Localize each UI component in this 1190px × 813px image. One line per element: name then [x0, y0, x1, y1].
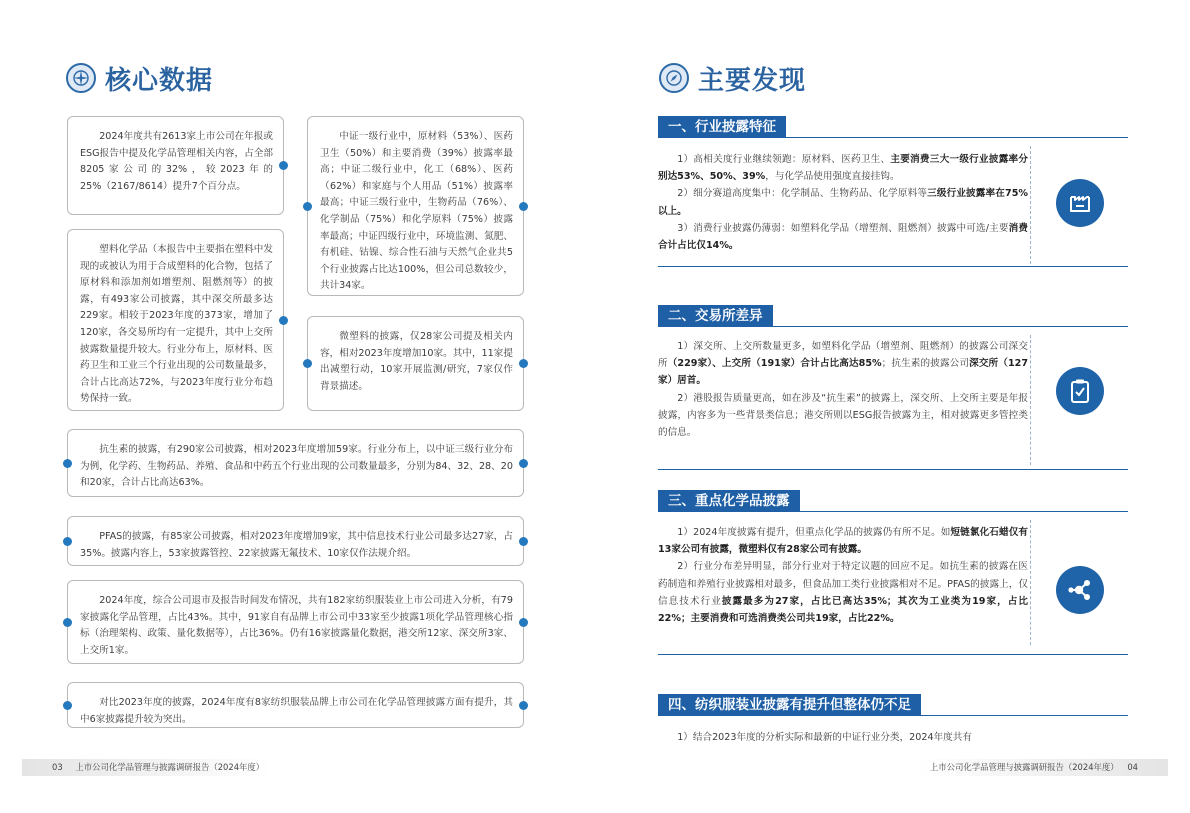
- data-box-1: [67, 116, 284, 215]
- connector-dot: [63, 618, 72, 627]
- connector-dot: [519, 202, 528, 211]
- section-paragraph: [658, 390, 1028, 442]
- connector-dot: [519, 537, 528, 546]
- connector-dot: [303, 202, 312, 211]
- connector-dot: [279, 316, 288, 325]
- body-text: 3）消费行业披露仍薄弱：如塑料化学品（增塑剂、阻燃剂）披露中可选/主要: [677, 222, 1009, 234]
- molecule-icon: [1056, 566, 1104, 614]
- connector-dot: [519, 459, 528, 468]
- right-page-title: 主要发现: [698, 65, 807, 96]
- section-paragraph: [658, 558, 1028, 627]
- emphasis-text: 深交所（127家）居首。: [658, 358, 1029, 387]
- emphasis-text: 主要消费三大一级行业披露率分别达53%、50%、39%: [658, 154, 1029, 183]
- dashed-divider: [1030, 335, 1031, 465]
- emphasis-text: 消费合计占比仅14%。: [658, 222, 1029, 252]
- clipboard-check-icon: [1056, 367, 1104, 415]
- section-heading: 二、交易所差异: [658, 305, 773, 327]
- section-heading: 三、重点化学品披露: [658, 490, 800, 512]
- dashed-divider: [1030, 520, 1031, 645]
- data-box-text: 抗生素的披露，有290家公司披露，相对2023年度增加59家。行业分布上，以中证三级行业分布为例，化学药、生物药品、养殖、食品和中药五个行业出现的公司数量最多，分别为84、32、28、20和20家，合计占比高达63%。: [80, 444, 513, 489]
- section-body: [658, 524, 1028, 627]
- connector-dot: [63, 537, 72, 546]
- section-heading: 一、行业披露特征: [658, 116, 786, 138]
- section-body: [658, 729, 1128, 746]
- section-body: [658, 151, 1028, 254]
- right-title: [659, 60, 806, 96]
- data-box-text: 中证一级行业中，原材料（53%）、医药卫生（50%）和主要消费（39%）披露率最高；中证二级行业中，化工（68%）、医药（62%）和家庭与个人用品（51%）披露率最高；中证三级行业中，生物药品（76%）、化学制品（75%）和化学原料（75%）披露率最高；中证四级行业中，环境监测、氮肥、有机硅、钴镍、综合性石油与天然气企业共5个行业披露占比达100%，但公司总数较少，共计34家。: [320, 131, 513, 292]
- data-box-3: [67, 229, 284, 411]
- right-page-number: 04: [1127, 762, 1138, 772]
- connector-dot: [519, 701, 528, 710]
- section-exchange: [658, 305, 1128, 475]
- section-divider: [658, 137, 1128, 138]
- section-divider: [658, 511, 1128, 512]
- data-box-text: 对比2023年度的披露，2024年度有8家纺织服装品牌上市公司在化学品管理披露方面有提升，其中6家披露提升较为突出。: [80, 697, 513, 725]
- emphasis-text: （229家）、上交所（191家）合计占比高达85%: [667, 358, 882, 370]
- right-footer: [918, 759, 1168, 776]
- data-box-2: [307, 116, 524, 296]
- data-box-4: [307, 316, 524, 411]
- section-heading: 四、纺织服装业披露有提升但整体仍不足: [658, 694, 921, 716]
- factory-icon: [1056, 179, 1104, 227]
- data-box-6: [67, 516, 524, 566]
- section-textile: [658, 694, 1128, 754]
- compass-rose-icon: [66, 63, 96, 93]
- body-text: 1）2024年度披露有提升，但重点化学品的披露仍有所不足。如: [677, 527, 951, 538]
- body-text: ，与化学品使用强度直接挂钩。: [765, 171, 900, 183]
- connector-dot: [519, 618, 528, 627]
- data-box-text: PFAS的披露，有85家公司披露，相对2023年度增加9家，其中信息技术行业公司最多达27家，占35%。披露内容上，53家披露管控、22家披露无氟技术、10家仅作法规介绍。: [80, 531, 513, 559]
- connector-dot: [303, 359, 312, 368]
- section-body: [658, 338, 1028, 441]
- section-divider: [658, 326, 1128, 327]
- emphasis-text: 三级行业披露率在75%以上。: [658, 188, 1029, 217]
- left-page-title: 核心数据: [105, 65, 214, 96]
- body-text: 1）结合2023年度的分析实际和最新的中证行业分类，2024年度共有: [677, 732, 972, 743]
- data-box-text: 微塑料的披露，仅28家公司提及相关内容，相对2023年度增加10家。其中，11家提出减塑行动，10家开展监测/研究，7家仅作背景描述。: [320, 331, 513, 392]
- body-text: ；抗生素的披露公司: [881, 358, 970, 370]
- right-footer-title: 上市公司化学品管理与披露调研报告（2024年度）: [929, 762, 1119, 772]
- left-footer-title: 上市公司化学品管理与披露调研报告（2024年度）: [75, 762, 265, 772]
- data-box-text: 2024年度，综合公司退市及报告时间发布情况，共有182家纺织服装业上市公司进入分析，有79家披露化学品管理，占比43%。其中，91家自有品牌上市公司中33家至少披露1项化学品管理核心指标（治理架构、政策、量化数据等），占比36%。仍有16家披露量化数据，港交所12家、深交所3家、上交所1家。: [80, 595, 513, 656]
- body-text: 1）深交所、上交所数量更多，如塑料化学品（增塑剂、阻燃剂）的披露公司深交所: [658, 341, 1028, 370]
- emphasis-text: 短链氯化石蜡仅有13家公司有披露，微塑料仅有28家公司有披露。: [658, 527, 1028, 556]
- connector-dot: [279, 161, 288, 170]
- section-paragraph: [658, 151, 1028, 185]
- section-paragraph: [658, 220, 1028, 254]
- body-text: 1）高相关度行业继续领跑：原材料、医药卫生、: [677, 154, 891, 165]
- body-text: 2）细分赛道高度集中：化学制品、生物药品、化学原料等: [677, 188, 928, 200]
- dashed-divider: [1030, 146, 1031, 264]
- data-box-5: [67, 429, 524, 497]
- data-box-7: [67, 580, 524, 664]
- data-box-8: [67, 682, 524, 728]
- section-paragraph: [658, 729, 1128, 746]
- compass-icon: [659, 63, 689, 93]
- section-divider: [658, 266, 1128, 267]
- section-divider: [658, 654, 1128, 655]
- section-key-chemicals: [658, 490, 1128, 660]
- left-footer: [22, 759, 272, 776]
- section-paragraph: [658, 338, 1028, 390]
- section-divider: [658, 715, 1128, 716]
- data-box-text: 2024年度共有2613家上市公司在年报或ESG报告中提及化学品管理相关内容，占全部8205家公司的32%，较2023年的25%（2167/8614）提升7个百分点。: [80, 131, 273, 192]
- body-text: 2）行业分布差异明显，部分行业对于特定议题的回应不足。如抗生素的披露在医药制造和养殖行业披露相对最多，但食品加工类行业披露相对不足。PFAS的披露上，仅信息技术行业: [658, 561, 1028, 607]
- connector-dot: [519, 359, 528, 368]
- connector-dot: [63, 701, 72, 710]
- left-page-number: 03: [52, 762, 63, 772]
- data-box-text: 塑料化学品（本报告中主要指在塑料中发现的或被认为用于合成塑料的化合物，包括了原材料和添加剂如增塑剂、阻燃剂等）的披露，有493家公司披露，其中深交所最多达229家。相较于2023年度的373家，增加了120家，各交易所均有一定提升，其中上交所披露数量提升较大。行业分布上，原材料、医药卫生和工业三个行业出现的公司数量最多，合计占比高达72%，与2023年度行业分布趋势保持一致。: [80, 244, 273, 405]
- section-industry: [658, 116, 1128, 271]
- body-text: 2）港股报告质量更高，如在涉及“抗生素”的披露上，深交所、上交所主要是年报披露，内容多为一些背景类信息；港交所则以ESG报告披露为主，相对披露更多管控类的信息。: [658, 392, 1028, 439]
- section-paragraph: [658, 185, 1028, 219]
- section-divider: [658, 469, 1128, 470]
- left-title: [66, 60, 213, 96]
- emphasis-text: 披露最多为27家，占比已高达35%；其次为工业类为19家，占比22%；主要消费和可选消费类公司共19家，占比22%。: [658, 595, 1028, 625]
- section-paragraph: [658, 524, 1028, 558]
- connector-dot: [63, 459, 72, 468]
